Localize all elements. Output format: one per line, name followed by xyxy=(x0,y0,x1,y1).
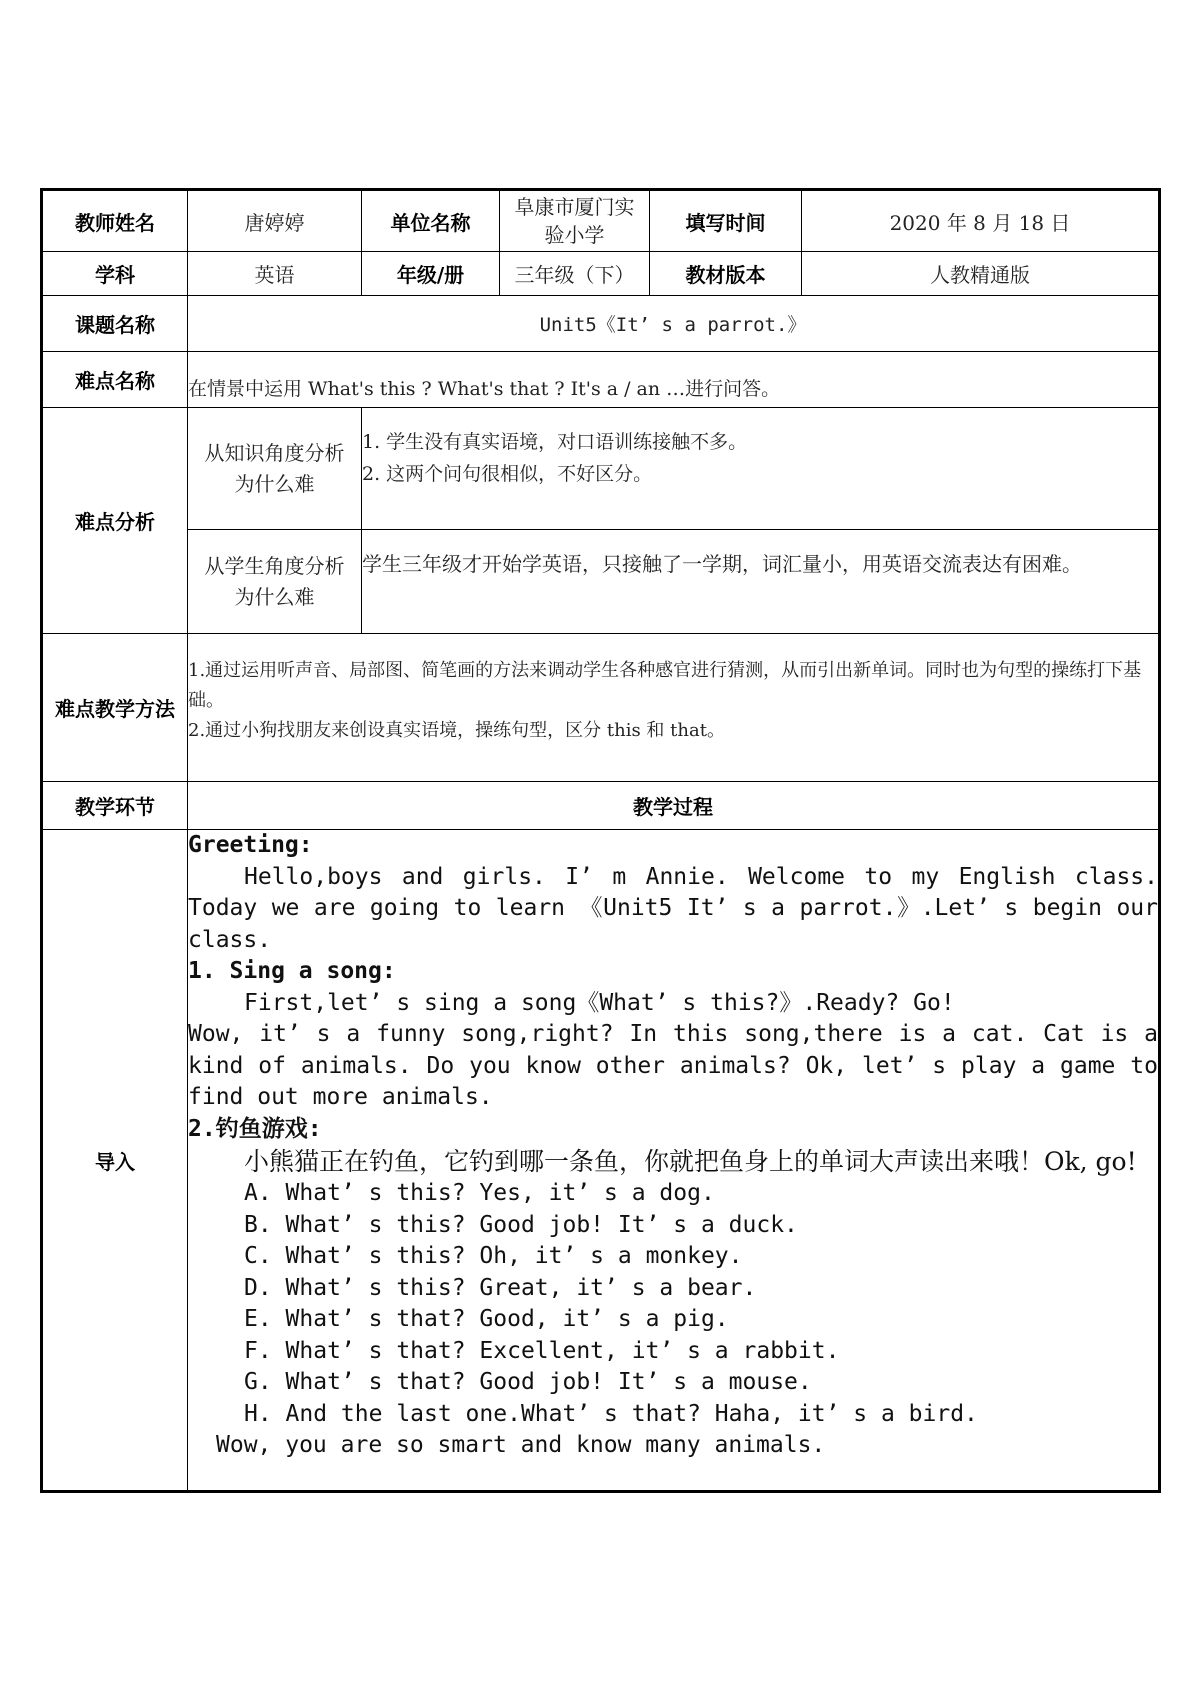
song-line-1: First,let’ s sing a song《What’ s this?》.Ready? Go! xyxy=(244,989,955,1016)
intro-row xyxy=(42,830,1160,1492)
difficulty-row xyxy=(42,352,1160,408)
knowledge-reasons xyxy=(362,408,1160,530)
game-item-d: D. What’ s this? Great, it’ s a bear. xyxy=(244,1274,757,1301)
student-label: 从学生角度分析为什么难 xyxy=(188,530,362,634)
song-title: 1. Sing a song: xyxy=(188,958,396,984)
method-label: 难点教学方法 xyxy=(42,634,188,782)
game-title: 2.钓鱼游戏: xyxy=(188,1115,322,1142)
unit-label: 单位名称 xyxy=(362,190,500,252)
method-row xyxy=(42,634,1160,782)
analysis-row-knowledge xyxy=(42,408,1160,530)
method-item-2: 2.通过小狗找朋友来创设真实语境，操练句型，区分 this 和 that。 xyxy=(188,720,725,741)
game-text: 小熊猫正在钓鱼，它钓到哪一条鱼，你就把鱼身上的单词大声读出来哦！Ok, go! xyxy=(244,1147,1137,1176)
game-item-g: G. What’ s that? Good job! It’ s a mouse. xyxy=(244,1369,812,1395)
difficulty-label: 难点名称 xyxy=(42,352,188,408)
song-line-2: Wow, it’ s a funny song,right? In this song,there is a cat. Cat is a kind of animals. Do you know other animals? Ok, let’ s play a game to find out more animals. xyxy=(188,1021,1158,1110)
unit-value: 阜康市厦门实验小学 xyxy=(500,190,650,252)
greeting-title: Greeting: xyxy=(188,832,313,858)
knowledge-item-1: 1. 学生没有真实语境，对口语训练接触不多。 xyxy=(362,431,748,453)
teacher-value: 唐婷婷 xyxy=(188,190,362,252)
game-item-h: H. And the last one.What’ s that? Haha, it’ s a bird. xyxy=(244,1400,978,1427)
method-item-1: 1.通过运用听声音、局部图、简笔画的方法来调动学生各种感官进行猜测，从而引出新单词。同时也为句型的操练打下基础。 xyxy=(188,660,1142,711)
process-header: 教学过程 xyxy=(188,782,1160,830)
analysis-row-student xyxy=(42,530,1160,634)
topic-label: 课题名称 xyxy=(42,296,188,352)
header-row-2 xyxy=(42,252,1160,296)
process-header-row xyxy=(42,782,1160,830)
header-row-1 xyxy=(42,190,1160,252)
topic-row xyxy=(42,296,1160,352)
game-item-f: F. What’ s that? Excellent, it’ s a rabbit. xyxy=(244,1337,840,1364)
student-reason: 学生三年级才开始学英语，只接触了一学期，词汇量小，用英语交流表达有困难。 xyxy=(362,530,1160,634)
greeting-text: Hello,boys and girls. I’ m Annie. Welcome to my English class. Today we are going to learn 《Unit5 It’ s a parrot.》.Let’ s begin our class. xyxy=(188,863,1158,953)
subject-value: 英语 xyxy=(188,252,362,296)
intro-stage-label: 导入 xyxy=(42,830,188,1492)
difficulty-value: 在情景中运用 What's this ? What's that ? It's a / an …进行问答。 xyxy=(188,352,1160,408)
lesson-plan-table xyxy=(40,188,1161,1493)
date-label: 填写时间 xyxy=(650,190,802,252)
game-item-e: E. What’ s that? Good, it’ s a pig. xyxy=(244,1306,729,1332)
method-content xyxy=(188,634,1160,782)
subject-label: 学科 xyxy=(42,252,188,296)
lesson-plan-page xyxy=(40,188,1158,1493)
date-value: 2020 年 8 月 18 日 xyxy=(802,190,1160,252)
edition-value: 人教精通版 xyxy=(802,252,1160,296)
grade-label: 年级/册 xyxy=(362,252,500,296)
stage-header: 教学环节 xyxy=(42,782,188,830)
teacher-label: 教师姓名 xyxy=(42,190,188,252)
closing-line: Wow, you are so smart and know many animals. xyxy=(216,1432,826,1458)
topic-value: Unit5《It’ s a parrot.》 xyxy=(188,296,1160,352)
game-item-b: B. What’ s this? Good job! It’ s a duck. xyxy=(244,1211,798,1238)
analysis-label: 难点分析 xyxy=(42,408,188,634)
game-item-a: A. What’ s this? Yes, it’ s a dog. xyxy=(244,1180,715,1206)
game-item-c: C. What’ s this? Oh, it’ s a monkey. xyxy=(244,1243,743,1269)
knowledge-item-2: 2. 这两个问句很相似，不好区分。 xyxy=(362,463,653,485)
grade-value: 三年级（下） xyxy=(500,252,650,296)
edition-label: 教材版本 xyxy=(650,252,802,296)
knowledge-label: 从知识角度分析为什么难 xyxy=(188,408,362,530)
intro-process xyxy=(188,830,1160,1492)
